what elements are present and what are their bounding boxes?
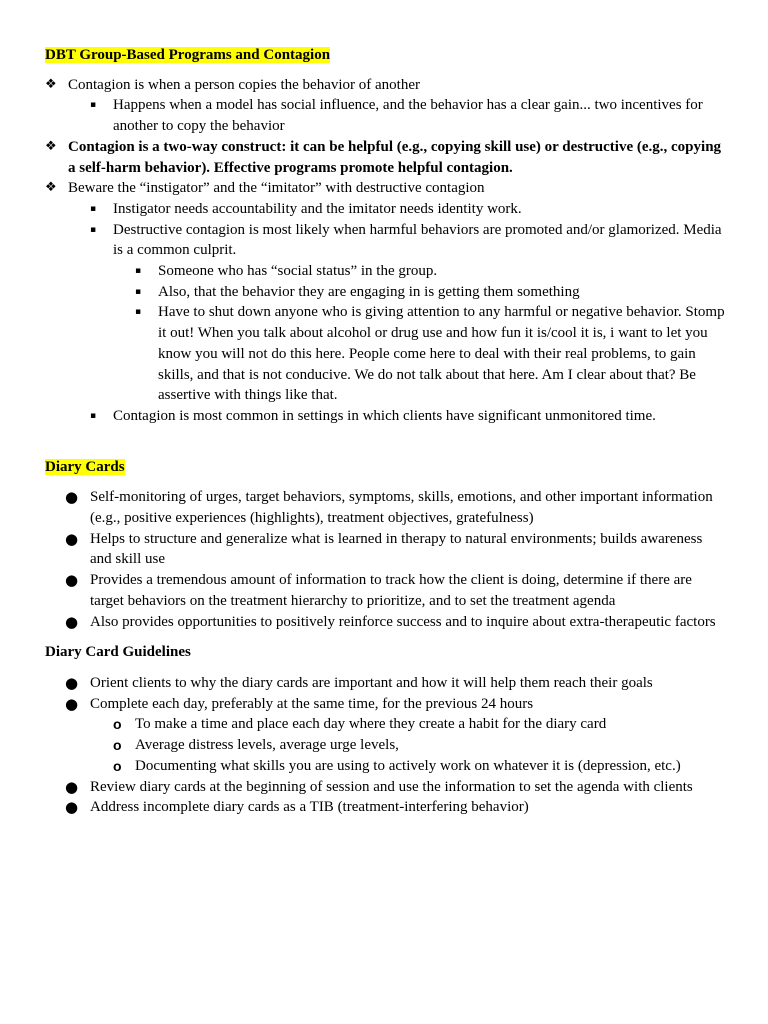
list-item-text: Destructive contagion is most likely when harmful behaviors are promoted and/or glamorized. Media is a common culprit. [113,221,722,259]
square-bullet-icon: ▪ [90,410,97,421]
dot-bullet-icon: ● [65,488,79,507]
diamond-bullet-icon: ❖ [45,138,57,154]
list-item [45,75,725,96]
list-item [45,756,725,777]
list-item-text: Contagion is when a person copies the behavior of another [68,76,420,93]
list-item [45,282,725,303]
dot-bullet-icon: ● [65,529,79,548]
dot-bullet-icon: ● [65,571,79,590]
list-item-text: Complete each day, preferably at the same time, for the previous 24 hours [90,695,534,712]
list-item-text: Have to shut down anyone who is giving attention to any harmful or negative behavior. Stomp it out! When you talk about alcohol or drug use and how fun it is/cool it is, i want to let you know you will not do this here. People come here to deal with their real problems, to gain skills, and that is not conducive. We do not talk about that here. Am I clear about that? Be assertive with things like that. [158,304,725,404]
square-bullet-icon: ▪ [90,224,97,235]
list-item-text: Documenting what skills you are using to actively work on whatever it is (depression, etc.) [135,757,681,774]
square-bullet-icon: ▪ [135,286,142,297]
section-title-diary-cards [45,457,725,478]
list-item [45,673,725,694]
circle-bullet-icon: o [113,716,122,733]
square-bullet-icon: ▪ [90,203,97,214]
list-item-text: Instigator needs accountability and the imitator needs identity work. [113,200,522,217]
list-item [45,220,725,261]
list-item-text: Also provides opportunities to positively reinforce success and to inquire about extra-therapeutic factors [90,613,716,630]
diary-cards-list [45,487,725,632]
dot-bullet-icon: ● [65,777,79,796]
list-item [45,178,725,199]
list-item [45,487,725,528]
list-item-text: Orient clients to why the diary cards are important and how it will help them reach their goals [90,674,653,691]
dot-bullet-icon: ● [65,694,79,713]
list-item [45,612,725,633]
list-item [45,694,725,715]
list-item [45,570,725,611]
square-bullet-icon: ▪ [135,266,142,277]
list-item-text: Provides a tremendous amount of information to track how the client is doing, determine if there are target behaviors on the treatment hierarchy to prioritize, and to set the treatment agenda [90,572,692,609]
list-item [45,797,725,818]
list-item [45,529,725,570]
list-item [45,302,725,406]
dot-bullet-icon: ● [65,673,79,692]
list-item [45,261,725,282]
dot-bullet-icon: ● [65,798,79,817]
list-item [45,95,725,136]
list-item [45,406,725,427]
list-item-text: Average distress levels, average urge levels, [135,737,399,754]
list-item-text: Also, that the behavior they are engaging in is getting them something [158,283,580,300]
list-item-text: Address incomplete diary cards as a TIB (treatment-interfering behavior) [90,799,529,816]
list-item-text: Beware the “instigator” and the “imitator” with destructive contagion [68,180,485,197]
list-item-text: To make a time and place each day where they create a habit for the diary card [135,716,607,733]
list-item-text: Review diary cards at the beginning of session and use the information to set the agenda with clients [90,778,693,795]
list-item [45,735,725,756]
list-item-text: Self-monitoring of urges, target behaviors, symptoms, skills, emotions, and other important information (e.g., positive experiences (highlights), treatment objectives, gratefulness) [90,489,713,527]
list-item [45,137,725,178]
circle-bullet-icon: o [113,757,122,774]
diamond-bullet-icon: ❖ [45,76,57,92]
contagion-list [45,75,725,427]
list-item-text: Contagion is most common in settings in which clients have significant unmonitored time. [113,407,656,424]
circle-bullet-icon: o [113,737,122,754]
guidelines-list [45,673,725,818]
section-title-contagion [45,45,725,66]
highlighted-title: DBT Group-Based Programs and Contagion [45,47,331,63]
list-item [45,199,725,220]
list-item-text: Happens when a model has social influence, and the behavior has a clear gain... two incentives for another to copy the behavior [113,97,703,135]
list-item [45,777,725,798]
list-item-text: Contagion is a two-way construct: it can be helpful (e.g., copying skill use) or destructive (e.g., copying a self-harm behavior). Effective programs promote helpful contagion. [68,138,722,176]
square-bullet-icon: ▪ [135,307,142,318]
list-item-text: Someone who has “social status” in the group. [158,263,438,280]
diamond-bullet-icon: ❖ [45,180,57,196]
square-bullet-icon: ▪ [90,100,97,111]
list-item [45,714,725,735]
document-page [45,45,725,818]
dot-bullet-icon: ● [65,612,79,631]
highlighted-title: Diary Cards [45,458,125,475]
list-item-text: Helps to structure and generalize what is learned in therapy to natural environments; builds awareness and skill use [90,530,703,568]
section-title-diary-card-guidelines: Diary Card Guidelines [45,644,191,661]
